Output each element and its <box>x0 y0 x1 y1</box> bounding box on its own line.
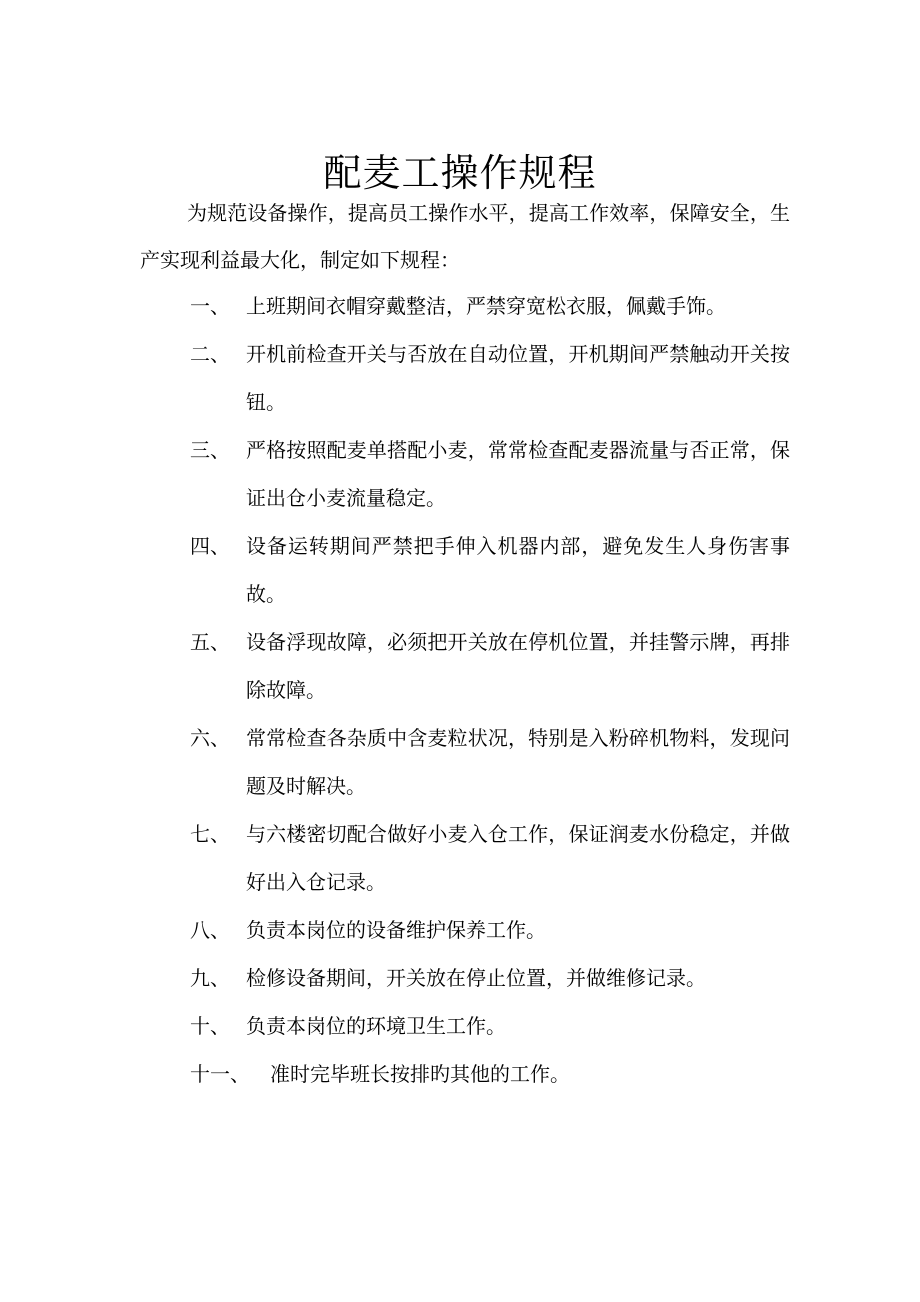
rule-text: 开机前检查开关与否放在自动位置，开机期间严禁触动开关按钮。 <box>246 342 790 414</box>
rule-item <box>190 618 790 714</box>
rule-number: 二、 <box>190 342 230 366</box>
rule-item <box>190 522 790 618</box>
rule-number: 一、 <box>190 294 230 318</box>
rule-number: 九、 <box>190 966 230 990</box>
rule-item <box>190 714 790 810</box>
rule-text: 常常检查各杂质中含麦粒状况，特别是入粉碎机物料，发现问题及时解决。 <box>246 726 790 798</box>
rule-number: 十一、 <box>190 1062 250 1086</box>
rule-number: 六、 <box>190 726 230 750</box>
rule-number: 五、 <box>190 630 230 654</box>
rule-item <box>190 330 790 426</box>
rule-item <box>190 426 790 522</box>
rule-item <box>190 1050 790 1098</box>
rule-text: 负责本岗位的设备维护保养工作。 <box>246 918 546 942</box>
rule-text: 检修设备期间，开关放在停止位置，并做维修记录。 <box>246 966 706 990</box>
rule-number: 十、 <box>190 1014 230 1038</box>
rule-text: 准时完毕班长按排旳其他的工作。 <box>270 1062 570 1086</box>
rule-text: 与六楼密切配合做好小麦入仓工作，保证润麦水份稳定，并做好出入仓记录。 <box>246 822 790 894</box>
rule-item <box>190 810 790 906</box>
rule-text: 负责本岗位的环境卫生工作。 <box>246 1014 506 1038</box>
rule-text: 严格按照配麦单搭配小麦，常常检查配麦器流量与否正常，保证出仓小麦流量稳定。 <box>246 438 790 510</box>
intro-paragraph: 为规范设备操作，提高员工操作水平，提高工作效率，保障安全，生产实现利益最大化，制定如下规程： <box>140 201 790 272</box>
rule-text: 设备浮现故障，必须把开关放在停机位置，并挂警示牌，再排除故障。 <box>246 630 790 702</box>
rule-item <box>190 282 790 330</box>
rule-item <box>190 1002 790 1050</box>
rule-number: 四、 <box>190 534 230 558</box>
rule-number: 七、 <box>190 822 230 846</box>
rule-item <box>190 906 790 954</box>
rule-number: 八、 <box>190 918 230 942</box>
rules-list <box>190 282 790 1098</box>
rule-text: 上班期间衣帽穿戴整洁，严禁穿宽松衣服，佩戴手饰。 <box>246 294 726 318</box>
rule-text: 设备运转期间严禁把手伸入机器内部，避免发生人身伤害事故。 <box>246 534 790 606</box>
rule-number: 三、 <box>190 438 230 462</box>
rule-item <box>190 954 790 1002</box>
document-title: 配麦工操作规程 <box>323 151 597 196</box>
